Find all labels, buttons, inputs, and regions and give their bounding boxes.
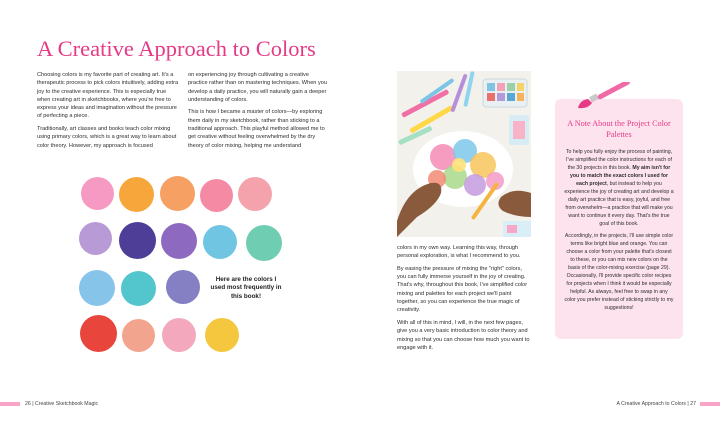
- paragraph: Choosing colors is my favorite part of creating art. It's a therapeutic process to pick colors intuitively, adding extra joy to the creative experience. This is especially true when creating art in sketchbooks, where you're free to express your ideas and imagination without the pressure of perfecting a piece.: [37, 72, 179, 120]
- color-swatch: [160, 176, 195, 211]
- paragraph: By easing the pressure of mixing the "right" colors, you can fully immerse yourself in the joy of creating. That's why, throughout this book, I've simplified color mixing and palettes for each project we'll paint together, so you can experience the true magic of creativity.: [397, 265, 528, 314]
- color-swatch: [200, 179, 233, 212]
- painting-photo-illustration: [397, 71, 531, 237]
- footer-right: A Creative Approach to Colors | 27: [616, 401, 696, 407]
- paragraph: Traditionally, art classes and books teach color mixing using primary colors, which is a great way to learn about color theory. However, my approach is focused: [37, 126, 177, 149]
- note-sidebar: [555, 99, 683, 339]
- color-swatch: [162, 318, 196, 352]
- page-title: A Creative Approach to Colors: [37, 36, 316, 61]
- footer-bar-left: [0, 402, 20, 406]
- color-swatch: [205, 318, 239, 352]
- paragraph: on experiencing joy through cultivating a creative practice rather than on mastering techniques. When you develop a daily practice, you will naturally gain a deeper understanding of colors.: [188, 72, 327, 103]
- footer-bar-right: [700, 402, 720, 406]
- color-swatch: [122, 319, 155, 352]
- color-swatch: [238, 177, 272, 211]
- paragraph: This is how I became a master of colors—by exploring them daily in my sketchbook, rather than sticking to a traditional approach. This playful method allowed me to get creative without feeling overwhelmed by the dry theory of color mixing, helping me understand: [188, 109, 325, 149]
- footer-left: 26 | Creative Sketchbook Magic: [25, 401, 99, 407]
- sidebar-paragraph: [564, 148, 674, 228]
- color-swatch: [161, 223, 197, 259]
- sidebar-title: A Note About the Project Color Palettes: [567, 119, 671, 139]
- swatch-caption: Here are the colors I used most frequently in this book!: [210, 276, 282, 300]
- color-swatch: [119, 177, 154, 212]
- sidebar-paragraph: Accordingly, in the projects, I'll use simple color terms like bright blue and orange. You can choose a color from your palette that's closest to these, or you can mix new colors on the basis of the color-mixing exercise (page 29). Occasionally, I'll provide specific color recipes for projects when I think it would be especially helpful. As always, feel free to swap in any color you prefer instead of sticking strictly to my suggestions!: [564, 233, 674, 311]
- color-swatch: [119, 222, 156, 259]
- sidebar-text: , but instead to help you experience the joy of creating art and develop a daily art practice that is easy, joyful, and free from overwhelm—a practice that will make you want to continue it every day. That's the true goal of this book.: [564, 181, 674, 227]
- body-column-1: [37, 71, 179, 154]
- color-swatch: [246, 225, 282, 261]
- color-swatch: [166, 270, 200, 304]
- color-swatch: [79, 222, 112, 255]
- sidebar-bold-text: My aim isn't for you to match the exact colors I used for each project: [569, 165, 671, 187]
- paragraph: With all of this in mind, I will, in the next few pages, give you a very basic introduction to color theory and mixing so that you can choose how much you want to engage with it.: [397, 319, 530, 351]
- painting-photo: [397, 71, 531, 237]
- color-swatch: [203, 225, 237, 259]
- paragraph: colors in my own way. Learning this way, through personal exploration, is what I recommend to you.: [397, 245, 521, 260]
- sidebar-body: [564, 148, 674, 316]
- color-swatch: [121, 271, 156, 306]
- sidebar-text: To help you fully enjoy the process of painting, I've simplified the color instructions for each of the 30 projects in this book.: [565, 149, 673, 171]
- color-swatch: [80, 315, 117, 352]
- body-column-3: [397, 244, 531, 356]
- paintbrush-icon: [576, 82, 634, 110]
- color-swatch: [81, 177, 114, 210]
- color-swatch: [79, 270, 115, 306]
- body-column-2: [188, 71, 328, 154]
